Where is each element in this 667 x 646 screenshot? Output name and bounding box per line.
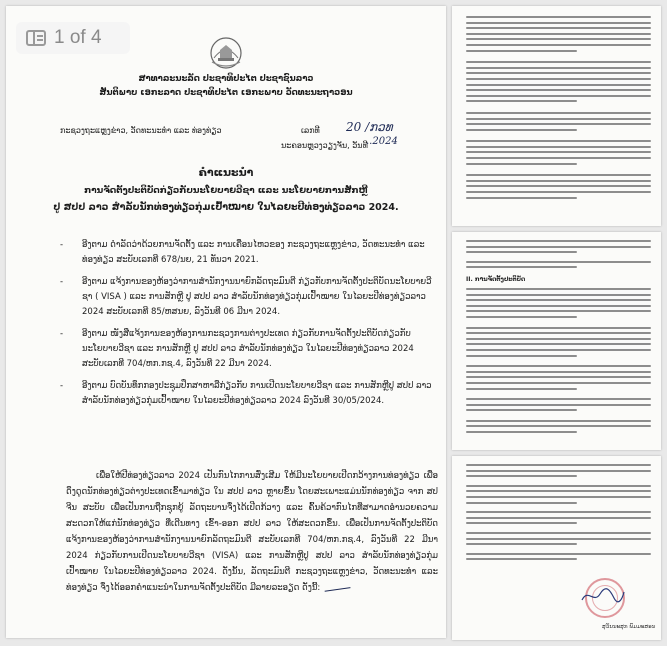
page-text-block xyxy=(466,464,651,564)
header-line-2: ສັນຕິພາບ ເອກະລາດ ປະຊາທິປະໄຕ ເອກະພາບ ວັດທະນະຖາວອນ xyxy=(99,88,353,98)
place-date-handwritten: ..2024 xyxy=(366,136,398,147)
section-heading: II. ການຈັດຕັ້ງປະຕິບັດ xyxy=(466,276,526,283)
ministry-name: ກະຊວງຖະແຫຼງຂ່າວ, ວັດທະນະທຳ ແລະ ທ່ອງທ່ຽວ xyxy=(60,126,222,135)
body-paragraph: ເພື່ອໃຫ້ປີທ່ອງທ່ຽວລາວ 2024 ເປັນກົນໄກການສົ່ງເສີມ ໃຫ້ມີນະໂຍບາຍເປີດກວ້າງການທ່ອງທ່ຽວ ເພື່ອດຶງດູດນັກທ່ອງທ່ຽວຕ່າງປະເທດເຂົ້າມາທ່ຽວ ໃນ ສປປ ລາວ ຫຼາຍຂຶ້ນ ໂດຍສະເພາະແມ່ນນັກທ່ອງທ່ຽວ ຈາກ ສປ ຈີນ ສະບັບ ເພື່ອເປັນການຖືກຊຸກຍູ້ ລັດຖະບານຈຶ່ງໄດ້ເປີດກ້ວາງ ແລະ ຄົ້ນຄ້ວາກົນໄກທີ່ສາມາດອຳນວຍຄວາມສະດວກໃຫ້ແກ່ນັກທ່ອງທ່ຽວ ທີ່ເດີນທາງ ເຂົ້າ-ອອກ ສປປ ລາວ ໃຫ້ສະດວກຂຶ້ນ. ເພື່ອເປັນການຈັດຕັ້ງປະຕິບັດ ແຈ້ງການຂອງຫ້ອງວ່າການສຳນັກງານນາຍົກລັດຖະມົນຕີ ສະບັບເລກທີ 704/ຫກ.ກຊ.4, ລົງວັນທີ 22 ມີນາ 2024 ກ່ຽວກັບການເປີດນະໂຍບາຍວີຊາ (VISA) ແລະ ການສັກຫຼີປູ ສປປ ລາວ ສຳລັບນັກທ່ອງທ່ຽວກຸ່ມເປົ້າໝາຍ ໃນໄລຍະປີທ່ອງທ່ຽວລາວ 2024. ດັ່ງນັ້ນ, ລັດຖະມົນຕີ ກະຊວງຖະແຫຼງຂ່າວ, ວັດທະນະທຳ ແລະ ທ່ອງທ່ຽວ ຈຶ່ງໄດ້ອອກຄຳແນະນຳໃນການຈັດຕັ້ງປະຕິບັດ ມີລາຍລະອຽດ ດັ່ງນີ້: xyxy=(66,471,438,593)
page-text-block xyxy=(466,288,651,437)
sidebar-toggle-icon xyxy=(26,30,46,46)
document-subtitle-2: ປູ ສປປ ລາວ ສຳລັບນັກທ່ອງທ່ຽວກຸ່ມເປົ້າໝາຍ ໃນໄລຍະປີທ່ອງທ່ຽວລາວ 2024. xyxy=(53,202,399,213)
reference-item: - ອີງຕາມ ໜັງສືແຈ້ງການຂອງຫ້ອງການກະຊວງການຕ່າງປະເທດ ກ່ຽວກັບການຈັດຕັ້ງປະຕິບັດກ່ຽວກັບນະໂຍບາຍວີຊາ ແລະ ການສັກຫຼີ ປູ ສປປ ລາວ ສຳລັບນັກທ່ອງທ່ຽວ ໃນໄລຍະປີທ່ອງທ່ຽວລາວ 2024 ສະບັບເລກທີ 704/ຫກ.ກຊ.4, ລົງວັນທີ 22 ມີນາ 2024. xyxy=(60,329,414,369)
page-counter[interactable]: 1 of 4 xyxy=(16,22,130,54)
handwritten-mark xyxy=(324,579,351,592)
national-emblem-icon xyxy=(206,36,246,70)
document-number-handwritten: 20 /ກວທ xyxy=(346,120,393,134)
place-date-label: ນະຄອນຫຼວງວຽງຈັນ, ວັນທີ xyxy=(281,141,368,150)
signature-icon xyxy=(580,586,626,606)
document-subtitle-1: ການຈັດຕັ້ງປະຕິບັດກ່ຽວກັບນະໂຍບາຍວີຊາ ແລະ ນະໂຍບາຍການສັກຫຼີ xyxy=(84,186,368,196)
document-page-2 xyxy=(452,6,661,226)
reference-list xyxy=(60,238,438,416)
document-page-1 xyxy=(6,6,446,638)
document-number-label: ເລກທີ xyxy=(301,126,320,135)
page-text-block xyxy=(466,16,651,202)
document-page-3 xyxy=(452,232,661,450)
reference-item: - ອີງຕາມ ບົດບັນທຶກກອງປະຊຸມປຶກສາຫາລືກ່ຽວກັບ ການເປີດນະໂຍບາຍວີຊາ ແລະ ການສັກຫຼີປູ ສປປ ລາວ ສຳລັບນັກທ່ອງທ່ຽວກຸ່ມເປົ້າໝາຍ ໃນໄລຍະປີທ່ອງທ່ຽວລາວ 2024 ລົງວັນທີ 30/05/2024. xyxy=(60,381,432,406)
header-line-1: ສາທາລະນະລັດ ປະຊາທິປະໄຕ ປະຊາຊົນລາວ xyxy=(138,74,314,84)
reference-item: - ອີງຕາມ ດຳລັດວ່າດ້ວຍການຈັດຕັ້ງ ແລະ ການເຄື່ອນໄຫວຂອງ ກະຊວງຖະແຫຼງຂ່າວ, ວັດທະນະທຳ ແລະ ທ່ອງທ່ຽວ ສະບັບເລກທີ 678/ນຍ, 21 ທັນວາ 2021. xyxy=(60,240,425,265)
page-text-block xyxy=(466,240,651,272)
document-page-4 xyxy=(452,456,661,640)
signer-name: ສຸວັນນະສຸກ ພົມມະສອນ xyxy=(602,624,656,630)
reference-item: - ອີງຕາມ ແຈ້ງການຂອງຫ້ອງວ່າການສຳນັກງານນາຍົກລັດຖະມົນຕີ ກ່ຽວກັບການຈັດຕັ້ງປະຕິບັດນະໂຍບາຍວີຊາ ( VISA ) ແລະ ການສັກຫຼີ ປູ ສປປ ລາວ ສຳລັບນັກທ່ອງທ່ຽວກຸ່ມເປົ້າໝາຍ ໃນໄລຍະປີທ່ອງທ່ຽວລາວ 2024 ສະບັບເລກທີ 85/ຫສນຍ, ລົງວັນທີ 06 ມີນາ 2024. xyxy=(60,277,432,317)
document-title: ຄຳແນະນຳ xyxy=(198,166,254,179)
